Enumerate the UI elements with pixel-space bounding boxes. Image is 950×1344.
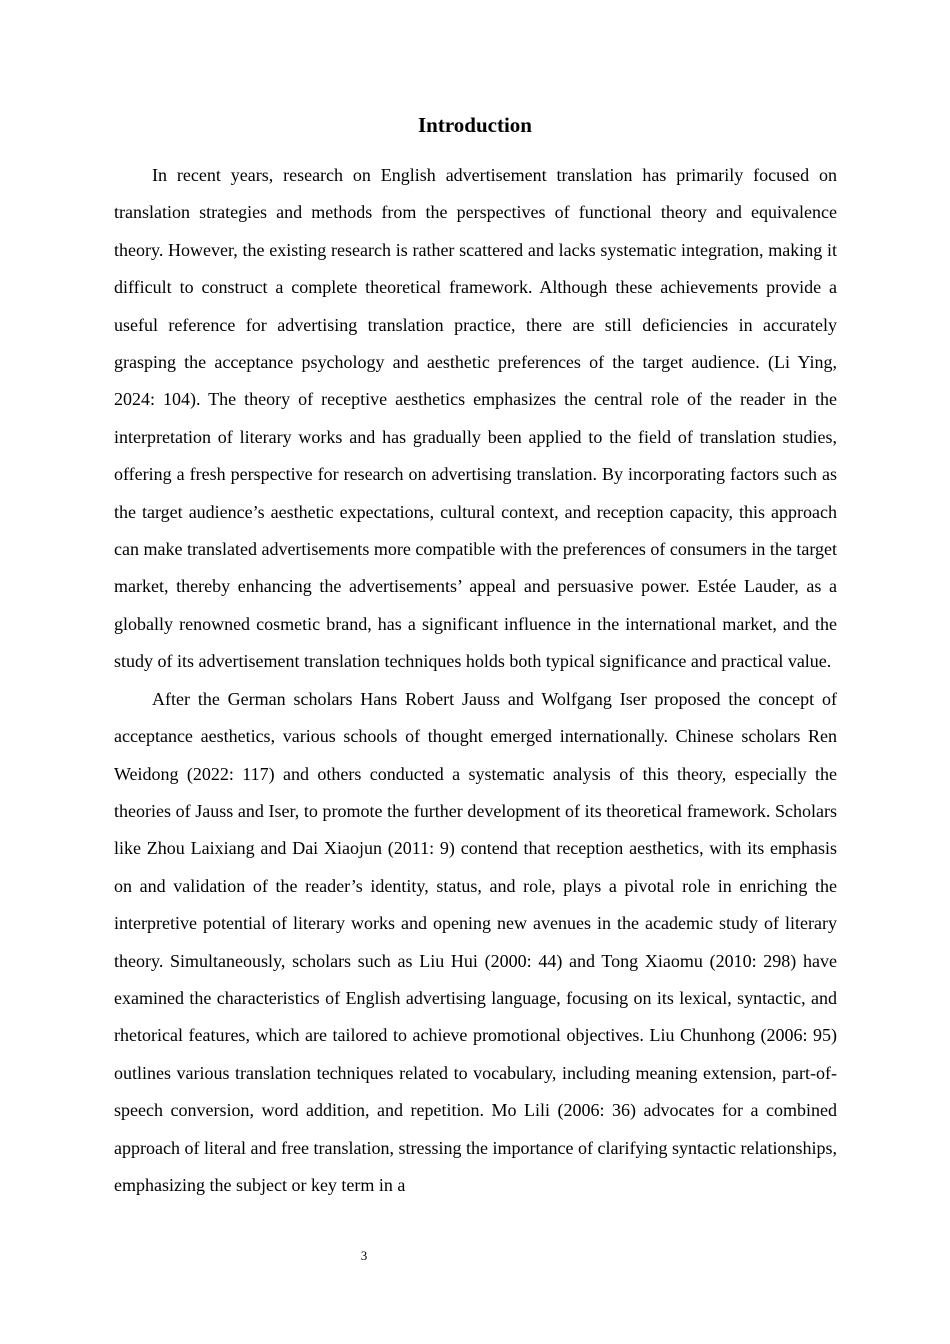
page-number: 3	[360, 1248, 368, 1263]
paragraph-1: In recent years, research on English advertisement translation has primarily focused on translation strategies and methods from the perspectives of functional theory and equivalence theory. However, the existing research is rather scattered and lacks systematic integration, making it difficult to construct a complete theoretical framework. Although these achievements provide a useful reference for advertising translation practice, there are still deficiencies in accurately grasping the acceptance psychology and aesthetic preferences of the target audience. (Li Ying, 2024: 104). The theory of receptive aesthetics emphasizes the central role of the reader in the interpretation of literary works and has gradually been applied to the field of translation studies, offering a fresh perspective for research on advertising translation. By incorporating factors such as the target audience’s aesthetic expectations, cultural context, and reception capacity, this approach can make translated advertisements more compatible with the preferences of consumers in the target market, thereby enhancing the advertisements’ appeal and persuasive power. Estée Lauder, as a globally renowned cosmetic brand, has a significant influence in the international market, and the study of its advertisement translation techniques holds both typical significance and practical value.	[114, 165, 837, 672]
body-text	[114, 157, 837, 1204]
section-title: Introduction	[418, 113, 532, 137]
paragraph-2: After the German scholars Hans Robert Jauss and Wolfgang Iser proposed the concept of acceptance aesthetics, various schools of thought emerged internationally. Chinese scholars Ren Weidong (2022: 117) and others conducted a systematic analysis of this theory, especially the theories of Jauss and Iser, to promote the further development of its theoretical framework. Scholars like Zhou Laixiang and Dai Xiaojun (2011: 9) contend that reception aesthetics, with its emphasis on and validation of the reader’s identity, status, and role, plays a pivotal role in enriching the interpretive potential of literary works and opening new avenues in the academic study of literary theory. Simultaneously, scholars such as Liu Hui (2000: 44) and Tong Xiaomu (2010: 298) have examined the characteristics of English advertising language, focusing on its lexical, syntactic, and rhetorical features, which are tailored to achieve promotional objectives. Liu Chunhong (2006: 95) outlines various translation techniques related to vocabulary, including meaning extension, part-of-speech conversion, word addition, and repetition. Mo Lili (2006: 36) advocates for a combined approach of literal and free translation, stressing the importance of clarifying syntactic relationships, emphasizing the subject or key term in a	[114, 688, 837, 1195]
